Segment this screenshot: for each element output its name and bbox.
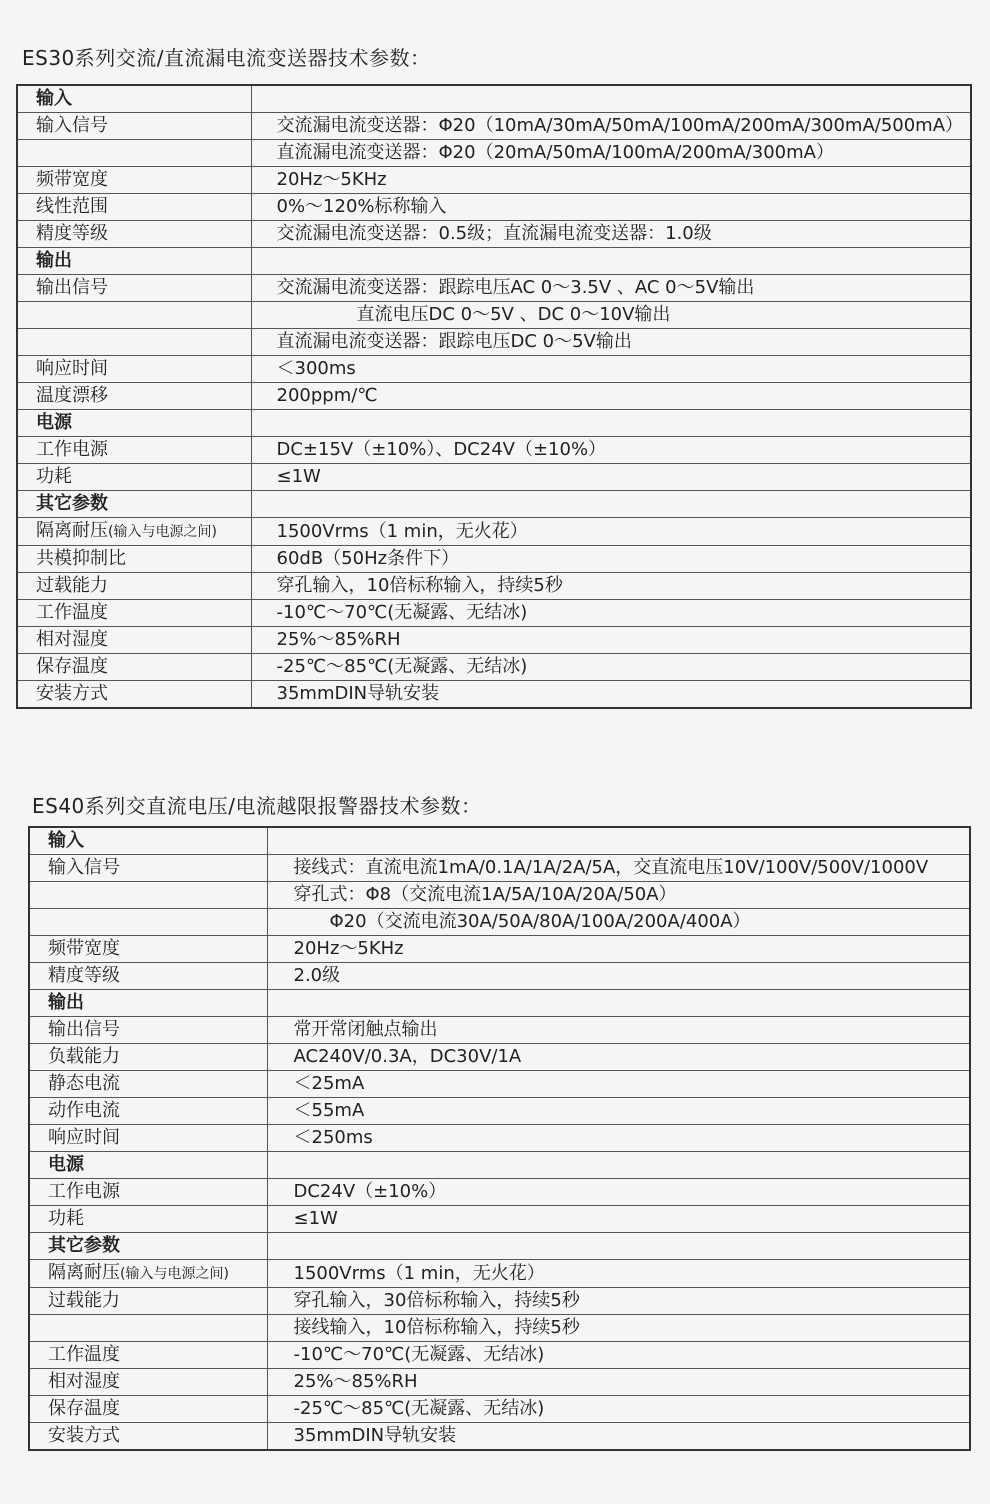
table-row	[17, 194, 971, 221]
param-label-text: 共模抑制比	[36, 548, 126, 569]
param-label-text: 相对湿度	[48, 1371, 120, 1392]
section-header-row	[17, 248, 971, 275]
param-value: DC24V（±10%）	[267, 1179, 970, 1206]
param-value	[251, 248, 971, 275]
section-header-row	[29, 1233, 970, 1260]
param-label-text: 频带宽度	[36, 169, 108, 190]
section-header-row	[29, 1152, 970, 1179]
param-label	[17, 302, 251, 329]
table-row	[17, 518, 971, 546]
table-row	[29, 1315, 970, 1342]
param-value: ＜25mA	[267, 1071, 970, 1098]
param-label-text: 工作温度	[48, 1344, 120, 1365]
param-label-text: 功耗	[36, 466, 72, 487]
table-row	[17, 302, 971, 329]
table-row	[17, 681, 971, 709]
param-value: 穿孔输入，30倍标称输入，持续5秒	[267, 1288, 970, 1315]
param-value: AC240V/0.3A，DC30V/1A	[267, 1044, 970, 1071]
table-row	[29, 1423, 970, 1451]
section-header-row	[29, 827, 970, 855]
param-label	[29, 1044, 267, 1071]
param-label-text: 相对湿度	[36, 629, 108, 650]
table-row	[29, 1369, 970, 1396]
param-label	[29, 936, 267, 963]
param-label-text: 工作电源	[36, 439, 108, 460]
param-label-note: (输入与电源之间)	[108, 524, 217, 540]
param-label	[17, 464, 251, 491]
param-value	[251, 410, 971, 437]
param-label-text: 响应时间	[48, 1127, 120, 1148]
table-row	[17, 383, 971, 410]
param-label	[17, 383, 251, 410]
table-row	[17, 329, 971, 356]
param-value: ≤1W	[267, 1206, 970, 1233]
param-label	[29, 1396, 267, 1423]
table-row	[29, 1125, 970, 1152]
param-value: DC±15V（±10%）、DC24V（±10%）	[251, 437, 971, 464]
param-label	[17, 681, 251, 709]
section-header-label	[17, 248, 251, 275]
param-label	[17, 437, 251, 464]
param-label	[17, 167, 251, 194]
param-value	[267, 1152, 970, 1179]
table-row	[17, 546, 971, 573]
param-value: 穿孔输入，10倍标称输入，持续5秒	[251, 573, 971, 600]
param-value: 交流漏电流变送器：Φ20（10mA/30mA/50mA/100mA/200mA/300mA/500mA）	[251, 113, 971, 140]
param-value: -10℃～70℃(无凝露、无结冰)	[267, 1342, 970, 1369]
table-row	[17, 356, 971, 383]
param-label-text: 过载能力	[36, 575, 108, 596]
param-value: 60dB（50Hz条件下）	[251, 546, 971, 573]
param-label-text: 保存温度	[48, 1398, 120, 1419]
param-value: 35mmDIN导轨安装	[251, 681, 971, 709]
section-header-label	[29, 1233, 267, 1260]
param-value: 2.0级	[267, 963, 970, 990]
param-value	[267, 827, 970, 855]
param-label	[29, 1206, 267, 1233]
param-label	[17, 600, 251, 627]
param-label	[17, 573, 251, 600]
param-value: 20Hz～5KHz	[251, 167, 971, 194]
section-header-row	[29, 990, 970, 1017]
param-value: 200ppm/℃	[251, 383, 971, 410]
param-label-text: 其它参数	[36, 493, 108, 514]
section-header-row	[17, 410, 971, 437]
param-value	[267, 990, 970, 1017]
param-label-text: 功耗	[48, 1208, 84, 1229]
param-label-text: 工作温度	[36, 602, 108, 623]
param-label	[29, 1260, 267, 1288]
param-label-text: 频带宽度	[48, 938, 120, 959]
param-label-text: 隔离耐压	[48, 1262, 120, 1283]
param-label	[29, 1098, 267, 1125]
param-value: 0%～120%标称输入	[251, 194, 971, 221]
param-label-text: 工作电源	[48, 1181, 120, 1202]
table-row	[17, 600, 971, 627]
param-label-text: 输出	[36, 250, 72, 271]
table-row	[17, 437, 971, 464]
table-row	[17, 113, 971, 140]
table-row	[29, 1206, 970, 1233]
param-label	[17, 627, 251, 654]
param-label	[29, 963, 267, 990]
table-row	[29, 855, 970, 882]
section-header-row	[17, 85, 971, 113]
param-value: -25℃～85℃(无凝露、无结冰)	[267, 1396, 970, 1423]
es30-title: ES30系列交流/直流漏电流变送器技术参数：	[22, 46, 431, 70]
param-label-note: (输入与电源之间)	[120, 1266, 229, 1282]
section-header-label	[29, 1152, 267, 1179]
section-header-label	[29, 990, 267, 1017]
table-row	[29, 1342, 970, 1369]
param-value: 直流漏电流变送器：跟踪电压DC 0～5V输出	[251, 329, 971, 356]
section-header-label	[17, 410, 251, 437]
table-row	[17, 275, 971, 302]
param-value: 交流漏电流变送器：0.5级；直流漏电流变送器：1.0级	[251, 221, 971, 248]
table-row	[17, 573, 971, 600]
param-label-text: 安装方式	[48, 1425, 120, 1446]
param-label	[29, 1071, 267, 1098]
param-value: ＜300ms	[251, 356, 971, 383]
param-label-text: 输入	[36, 88, 72, 109]
param-label	[29, 1179, 267, 1206]
param-label-text: 其它参数	[48, 1235, 120, 1256]
param-label	[29, 909, 267, 936]
param-value: 穿孔式：Φ8（交流电流1A/5A/10A/20A/50A）	[267, 882, 970, 909]
table-row	[17, 167, 971, 194]
table-row	[17, 654, 971, 681]
param-value: 25%～85%RH	[251, 627, 971, 654]
param-value: 20Hz～5KHz	[267, 936, 970, 963]
param-label-text: 输出信号	[48, 1019, 120, 1040]
param-value: -10℃～70℃(无凝露、无结冰)	[251, 600, 971, 627]
table-row	[29, 1044, 970, 1071]
param-label	[17, 194, 251, 221]
param-label-text: 精度等级	[36, 223, 108, 244]
param-label-text: 过载能力	[48, 1290, 120, 1311]
param-value: 1500Vrms（1 min，无火花）	[251, 518, 971, 546]
param-label	[29, 1315, 267, 1342]
param-label	[29, 1017, 267, 1044]
section-header-label	[29, 827, 267, 855]
param-value	[251, 85, 971, 113]
param-value: ＜250ms	[267, 1125, 970, 1152]
table-row	[29, 936, 970, 963]
param-label-text: 动作电流	[48, 1100, 120, 1121]
table-row	[29, 1396, 970, 1423]
param-label-text: 响应时间	[36, 358, 108, 379]
param-label	[29, 1369, 267, 1396]
param-label	[29, 855, 267, 882]
table-row	[17, 140, 971, 167]
table-row	[29, 1288, 970, 1315]
section-header-label	[17, 491, 251, 518]
es30-spec-table	[16, 84, 972, 709]
param-label-text: 精度等级	[48, 965, 120, 986]
param-label	[17, 329, 251, 356]
param-value: ＜55mA	[267, 1098, 970, 1125]
param-value: 25%～85%RH	[267, 1369, 970, 1396]
table-row	[29, 1017, 970, 1044]
param-value: ≤1W	[251, 464, 971, 491]
param-label	[29, 1423, 267, 1451]
param-label-text: 输出	[48, 992, 84, 1013]
table-row	[29, 1098, 970, 1125]
table-row	[29, 1071, 970, 1098]
param-value: 接线输入，10倍标称输入，持续5秒	[267, 1315, 970, 1342]
param-label-text: 线性范围	[36, 196, 108, 217]
table-row	[29, 963, 970, 990]
param-label	[17, 356, 251, 383]
param-value: 1500Vrms（1 min，无火花）	[267, 1260, 970, 1288]
table-row	[17, 221, 971, 248]
section-header-row	[17, 491, 971, 518]
param-label-text: 安装方式	[36, 683, 108, 704]
param-label-text: 输出信号	[36, 277, 108, 298]
param-value: 接线式：直流电流1mA/0.1A/1A/2A/5A，交直流电压10V/100V/500V/1000V	[267, 855, 970, 882]
param-label-text: 隔离耐压	[36, 520, 108, 541]
param-label-text: 输入信号	[36, 115, 108, 136]
param-label	[17, 275, 251, 302]
param-label	[17, 221, 251, 248]
param-label-text: 电源	[36, 412, 72, 433]
param-label-text: 保存温度	[36, 656, 108, 677]
param-label	[29, 1342, 267, 1369]
param-value	[251, 491, 971, 518]
table-row	[17, 627, 971, 654]
table-row	[29, 1260, 970, 1288]
param-value: 35mmDIN导轨安装	[267, 1423, 970, 1451]
param-value	[267, 1233, 970, 1260]
param-label	[17, 654, 251, 681]
param-label	[17, 546, 251, 573]
param-label	[17, 518, 251, 546]
table-row	[29, 1179, 970, 1206]
param-label-text: 负载能力	[48, 1046, 120, 1067]
table-row	[17, 464, 971, 491]
param-label-text: 输入信号	[48, 857, 120, 878]
param-label	[29, 882, 267, 909]
param-value: Φ20（交流电流30A/50A/80A/100A/200A/400A）	[267, 909, 970, 936]
param-label-text: 电源	[48, 1154, 84, 1175]
param-label-text: 输入	[48, 830, 84, 851]
es40-spec-table	[28, 826, 971, 1451]
param-value: 常开常闭触点输出	[267, 1017, 970, 1044]
param-label	[29, 1288, 267, 1315]
param-value: 交流漏电流变送器：跟踪电压AC 0～3.5V 、AC 0～5V输出	[251, 275, 971, 302]
param-label	[17, 113, 251, 140]
param-value: 直流电压DC 0～5V 、DC 0～10V输出	[251, 302, 971, 329]
param-label	[17, 140, 251, 167]
param-label	[29, 1125, 267, 1152]
param-label-text: 温度漂移	[36, 385, 108, 406]
es40-title: ES40系列交直流电压/电流越限报警器技术参数：	[32, 794, 482, 818]
table-row	[29, 882, 970, 909]
section-header-label	[17, 85, 251, 113]
param-value: -25℃～85℃(无凝露、无结冰)	[251, 654, 971, 681]
param-value: 直流漏电流变送器：Φ20（20mA/50mA/100mA/200mA/300mA）	[251, 140, 971, 167]
param-label-text: 静态电流	[48, 1073, 120, 1094]
table-row	[29, 909, 970, 936]
